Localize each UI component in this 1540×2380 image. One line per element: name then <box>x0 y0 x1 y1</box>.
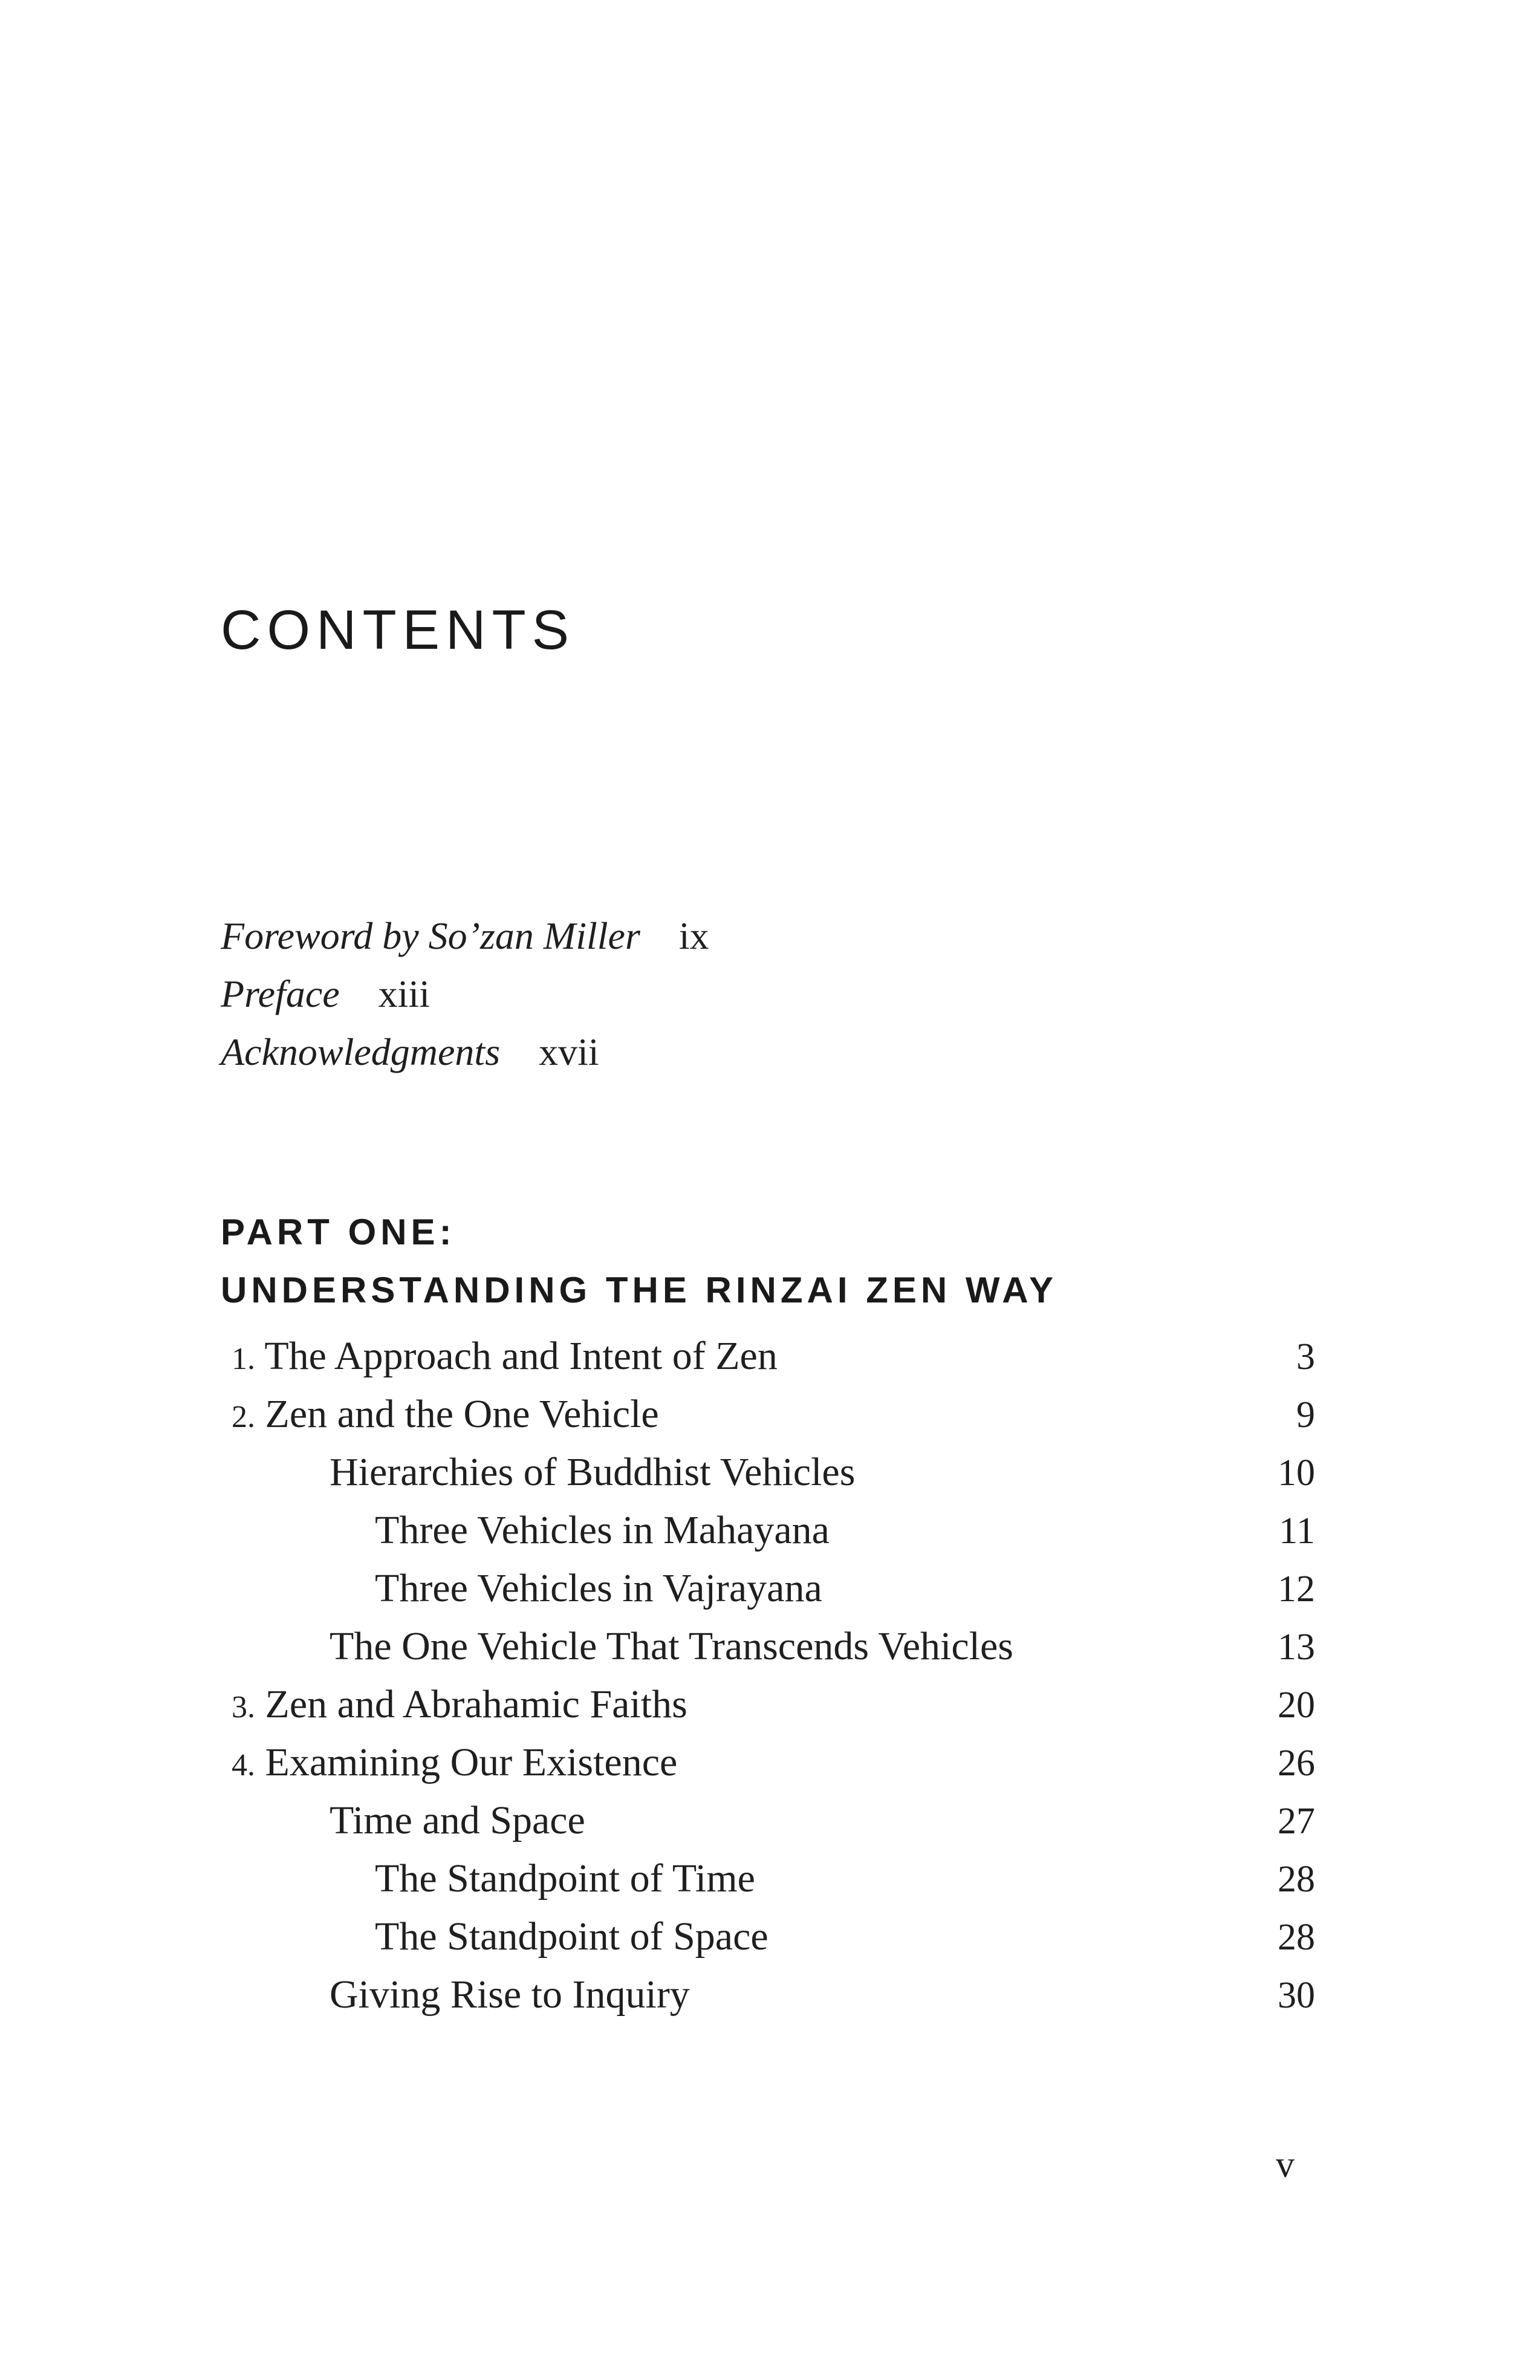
front-matter-title: Foreword by So’zan Miller <box>221 914 640 957</box>
front-matter-title: Acknowledgments <box>221 1030 501 1073</box>
chapter-number: 1. <box>232 1342 255 1376</box>
part-heading <box>221 1203 1058 1319</box>
toc-entry-title: Hierarchies of Buddhist Vehicles <box>330 1450 856 1494</box>
toc-entry[interactable] <box>221 1385 1315 1443</box>
toc-entry-page: 11 <box>1279 1510 1315 1552</box>
toc-entry-title: The Approach and Intent of Zen <box>264 1334 778 1378</box>
toc-entry-title: Zen and the One Vehicle <box>265 1392 659 1436</box>
toc-entry-text <box>221 1676 687 1737</box>
front-matter-title: Preface <box>221 972 340 1015</box>
toc-entry-title: Time and Space <box>330 1798 585 1842</box>
toc-entry-text <box>221 1443 855 1501</box>
toc-entry[interactable] <box>221 1734 1315 1792</box>
toc-entry-text <box>221 1385 659 1446</box>
toc-entry[interactable] <box>221 1559 1315 1618</box>
toc-entry-text <box>221 1792 585 1850</box>
toc-entry-page: 3 <box>1296 1336 1315 1377</box>
toc-entry-text <box>221 1734 677 1795</box>
toc-entry-title: The One Vehicle That Transcends Vehicles <box>330 1624 1013 1668</box>
page-title: CONTENTS <box>221 599 575 661</box>
toc-entry-page: 12 <box>1278 1569 1315 1610</box>
chapter-number: 2. <box>232 1400 255 1434</box>
part-title: UNDERSTANDING THE RINZAI ZEN WAY <box>221 1270 1058 1310</box>
page-number: v <box>1276 2144 1295 2185</box>
chapter-number: 3. <box>232 1690 255 1725</box>
front-matter-item-foreword[interactable] <box>221 907 709 965</box>
toc-entry-page: 28 <box>1278 1859 1315 1900</box>
toc-entry-title: Giving Rise to Inquiry <box>330 1972 690 2017</box>
toc-entry[interactable] <box>221 1443 1315 1501</box>
toc-entry[interactable] <box>221 1850 1315 1908</box>
toc-entry[interactable] <box>221 1501 1315 1559</box>
front-matter-page: ix <box>678 914 709 957</box>
toc-entry[interactable] <box>221 1618 1315 1676</box>
toc-entry-text <box>221 1618 1013 1676</box>
toc-entry[interactable] <box>221 1327 1315 1385</box>
toc-entry-title: Zen and Abrahamic Faiths <box>265 1682 687 1726</box>
toc-entry-text <box>221 1850 755 1908</box>
toc-entry-page: 10 <box>1278 1452 1315 1494</box>
front-matter-item-acknowledgments[interactable] <box>221 1023 709 1081</box>
front-matter-page: xvii <box>539 1030 599 1073</box>
toc-entry-page: 20 <box>1278 1685 1315 1726</box>
toc-entry-page: 28 <box>1278 1917 1315 1958</box>
toc-entry-page: 26 <box>1278 1743 1315 1784</box>
toc-entry-page: 9 <box>1296 1394 1315 1435</box>
toc-entry[interactable] <box>221 1908 1315 1966</box>
toc-entry-text <box>221 1327 778 1388</box>
toc-entry-title: Three Vehicles in Vajrayana <box>375 1566 822 1610</box>
toc-entry-page: 27 <box>1278 1801 1315 1842</box>
toc-entry[interactable] <box>221 1792 1315 1850</box>
part-number: PART ONE: <box>221 1212 456 1252</box>
toc-entry[interactable] <box>221 1966 1315 2024</box>
toc-entry-text <box>221 1908 768 1966</box>
toc-entry-text <box>221 1501 830 1559</box>
toc-entry-text <box>221 1966 690 2024</box>
toc-entry-title: The Standpoint of Space <box>375 1914 768 1959</box>
front-matter-item-preface[interactable] <box>221 965 709 1023</box>
front-matter-page: xiii <box>378 972 430 1015</box>
chapter-number: 4. <box>232 1748 255 1783</box>
toc-entry-text <box>221 1559 822 1618</box>
toc-entry-title: Examining Our Existence <box>265 1740 678 1784</box>
toc-entry-page: 30 <box>1278 1975 1315 2016</box>
toc-entry-title: The Standpoint of Time <box>375 1856 755 1900</box>
toc-entry-title: Three Vehicles in Mahayana <box>375 1508 830 1552</box>
front-matter-list <box>221 907 709 1081</box>
toc-entry[interactable] <box>221 1676 1315 1734</box>
toc-entry-page: 13 <box>1278 1627 1315 1668</box>
toc-list <box>221 1327 1315 2024</box>
